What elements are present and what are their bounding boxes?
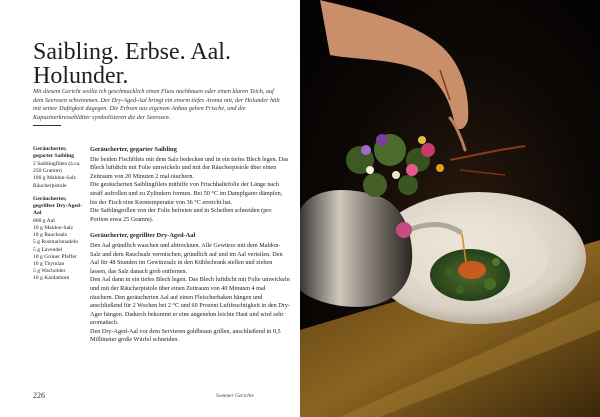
- method-paragraph: Die geräucherten Saiblingfilets mithilfe von Frischhaltefolie der Länge nach straff aufrollen und zu Zylindern formen. Bei 50 °C im Dampfgarer dämpfen, bis der Fisch eine Kerntemperatur von 36 °C erreicht hat.: [90, 181, 283, 206]
- method-paragraph: Die beiden Fischfilets mit dem Salz bedecken und in ein tiefes Blech legen. Das Blech luftdicht mit Folie umwickeln und mit der Räucherpistole über einen Zeitraum von 20 Minuten 2 mal räuchern.: [90, 155, 289, 180]
- method-paragraph: Die Saiblingrollen von der Folie befreien und in Scheiben schneiden (pro Portion etwa 25 Gramm).: [90, 207, 272, 223]
- method-column: [90, 146, 290, 353]
- ingredient-group-heading: Geräucherter, gegrillter Dry-Aged-Aal: [33, 195, 82, 217]
- page-number: 226: [33, 391, 45, 400]
- divider-rule: [33, 125, 61, 126]
- method-paragraph: Den Aal gründlich waschen und abtrocknen. Alle Gewürze mit dem Maldon-Salz und dem Rauchsalz vermischen, gründlich auf und im Aal verteilen. Den Aal für 48 Stunden im Gewürzsalz in den Kühlschrank stellen und ziehen lassen, das Salz danach grob entfernen.: [90, 241, 283, 275]
- ingredient-item: 2 Saiblingfilets (à ca. 250 Gramm): [33, 160, 81, 175]
- ingredient-item: 5 g Rosmarinnadeln: [33, 239, 79, 246]
- ingredient-list: [33, 161, 83, 190]
- ingredient-item: 100 g Maldon-Salz: [33, 175, 76, 182]
- silver-kettle: [300, 190, 412, 307]
- ingredient-group-heading: Geräucherter, gegarter Saibling: [33, 146, 75, 160]
- method-section: [90, 232, 290, 345]
- nasturtium-leaf: [484, 278, 496, 290]
- saibling-piece: [458, 261, 486, 279]
- food-photograph: [300, 0, 600, 417]
- method-section-heading: Geräucherter, gegarter Saibling: [90, 146, 177, 153]
- method-paragraph: Den Aal dann in ein tiefes Blech legen. Das Blech luftdicht mit Folie umwickeln und mit der Räucherpistole über einen Zeitraum von 40 Minuten 4 mal räuchern. Den geräucherten Aal auf einen Fleischerhaken hängen und anschließend für 2 Wochen bei 2 °C und 60 Prozent Luftfeuchtigkeit in den Dry-Ager hängen. Dadurch bekommt er eine angenehm leichte Haut und wird sehr aromatisch.: [90, 276, 290, 327]
- ingredient-item: 10 g Rauchsalz: [33, 232, 68, 239]
- ingredient-item: 10 g Kardamom: [33, 275, 70, 282]
- recipe-intro: Mit diesem Gericht wollte ich geschmacklich einen Fluss nachbauen oder einen klaren Teich, auf dem Seerosen schwimmen. Der Dry-Aged-Aal bringt ein enorm tiefes Aroma mit, der Holunder hält mit seiner Duftigkeit dagegen. Die Erbsen aus eigenem Anbau geben Frische, und die Kapuzinerkresseblätter symbolisieren die der Seerosen.: [33, 88, 280, 121]
- ingredient-item: Räucherpistole: [33, 182, 67, 189]
- method-section-heading: Geräucherter, gegrillter Dry-Aged-Aal: [90, 232, 196, 240]
- ingredient-item: 10 g Grüner Pfeffer: [33, 253, 77, 260]
- nasturtium-leaf: [456, 286, 464, 294]
- ingredient-item: 800 g Aal: [33, 217, 55, 224]
- nasturtium-leaf: [492, 258, 500, 266]
- ingredient-list: [33, 218, 83, 283]
- ingredient-item: 5 g Wacholder: [33, 268, 66, 275]
- nasturtium-leaf: [445, 267, 455, 277]
- ingredient-item: 5 g Lavendel: [33, 246, 63, 253]
- ingredient-item: 10 g Maldon-Salz: [33, 225, 74, 232]
- method-paragraph: Den Dry-Aged-Aal vor dem Servieren goldbraun grillen, anschließend in 0,5 Millimeter große Würfel schneiden.: [90, 327, 281, 344]
- recipe-title: Saibling. Erbse. Aal. Holunder.: [33, 39, 231, 89]
- plated-dish-photo: [300, 0, 600, 417]
- ingredients-sidebar: [33, 146, 83, 289]
- ingredient-item: 10 g Thymian: [33, 261, 65, 268]
- running-footer: Sommer Gerichte: [216, 393, 254, 399]
- method-section: [90, 146, 290, 224]
